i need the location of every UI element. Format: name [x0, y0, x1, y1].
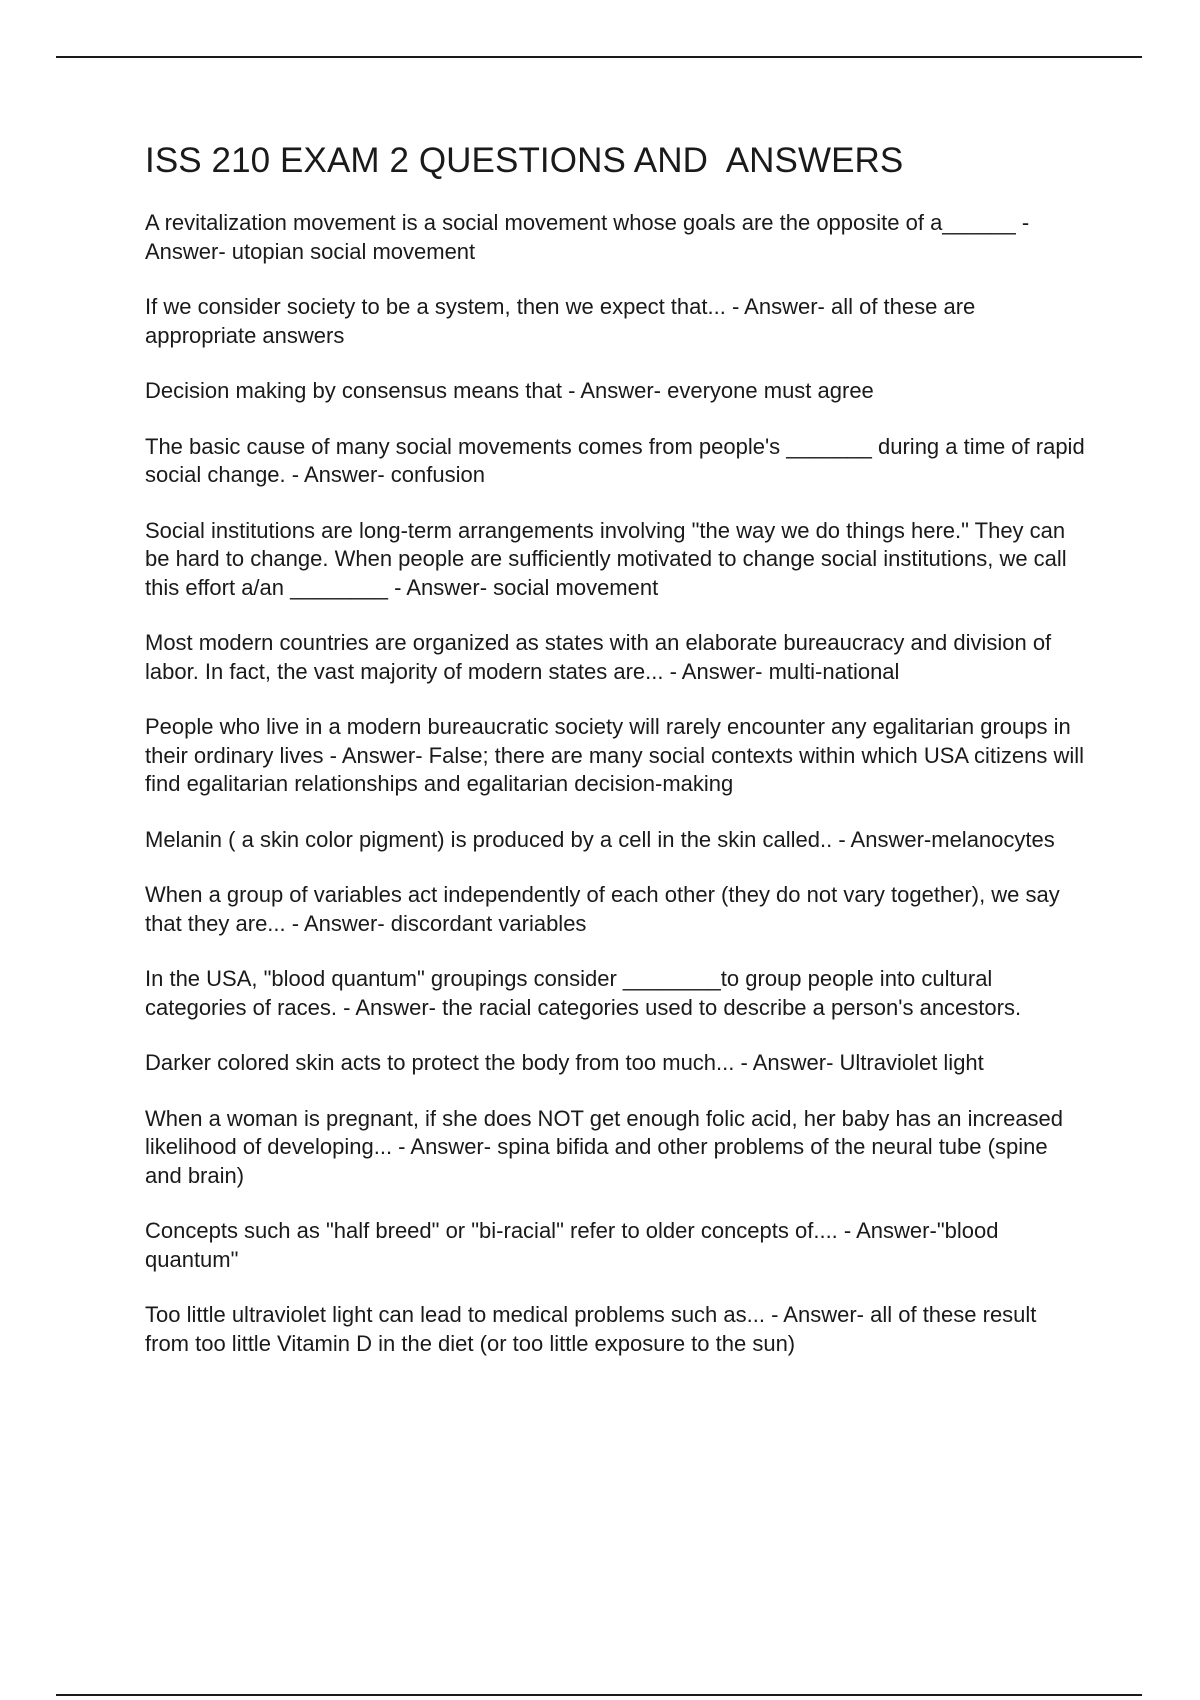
qa-item: Most modern countries are organized as states with an elaborate bureaucracy and division of labor. In fact, the vast majority of modern states are... - Answer- multi-national [145, 630, 1052, 684]
qa-item: If we consider society to be a system, then we expect that... - Answer- all of these are appropriate answers [145, 294, 976, 348]
qa-item: The basic cause of many social movements comes from people's _______ during a time of rapid social change. - Answer- confusion [145, 433, 1085, 487]
qa-item: When a woman is pregnant, if she does NOT get enough folic acid, her baby has an increased likelihood of developing... - Answer- spina bifida and other problems of the neural tube (spine and brain) [145, 1105, 1064, 1188]
page-title: ISS 210 EXAM 2 QUESTIONS AND ANSWERS [145, 141, 904, 180]
qa-item: Decision making by consensus means that - Answer- everyone must agree [145, 378, 874, 403]
top-rule [56, 56, 1142, 58]
bottom-rule [56, 1694, 1142, 1696]
qa-item: Concepts such as "half breed" or "bi-racial" refer to older concepts of.... - Answer-"blood quantum" [145, 1218, 999, 1272]
document-body [145, 140, 1085, 1385]
qa-item: Darker colored skin acts to protect the body from too much... - Answer- Ultraviolet light [145, 1050, 984, 1075]
qa-item: Social institutions are long-term arrangements involving "the way we do things here." They can be hard to change. When people are sufficiently motivated to change social institutions, we call this effort a/an ________ - Answer- social movement [145, 517, 1067, 600]
qa-item: Melanin ( a skin color pigment) is produced by a cell in the skin called.. - Answer-melanocytes [145, 826, 1055, 852]
qa-item: A revitalization movement is a social movement whose goals are the opposite of a______ - Answer- utopian social movement [145, 210, 1030, 264]
qa-item: People who live in a modern bureaucratic society will rarely encounter any egalitarian groups in their ordinary lives - Answer- False; there are many social contexts within which USA citizens will find egalitarian relationships and egalitarian decision-making [145, 714, 1085, 796]
qa-item: When a group of variables act independently of each other (they do not vary together), we say that they are... - Answer- discordant variables [145, 882, 1060, 936]
qa-item: In the USA, "blood quantum" groupings consider ________to group people into cultural categories of races. - Answer- the racial categories used to describe a person's ancestors. [145, 966, 1022, 1020]
qa-item: Too little ultraviolet light can lead to medical problems such as... - Answer- all of these result from too little Vitamin D in the diet (or too little exposure to the sun) [145, 1302, 1037, 1356]
